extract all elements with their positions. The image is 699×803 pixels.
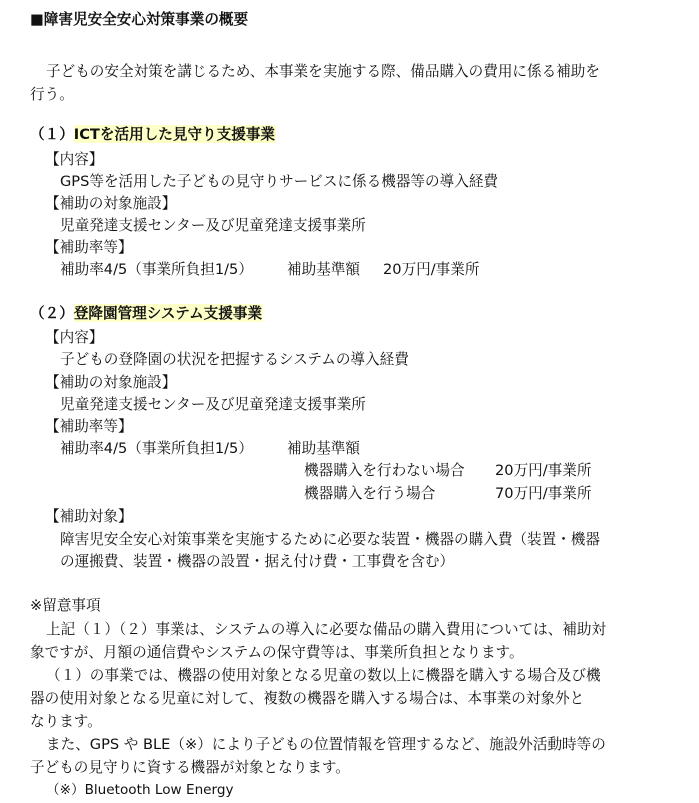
section2-heading — [30, 304, 263, 324]
section2-rate-label: 【補助率等】 — [45, 418, 133, 435]
notes-line-6: また、GPS や BLE（※）により子どもの位置情報を管理するなど、施設外活動時等の — [46, 736, 606, 753]
notes-line-1: 上記（１）（２）事業は、システムの導入に必要な備品の購入費用については、補助対 — [46, 621, 607, 638]
notes-line-2: 象ですが、月額の通信費やシステムの保守費等は、事業所負担となります。 — [30, 644, 524, 661]
notes-title: ※留意事項 — [30, 597, 101, 614]
section1-standard-value: 20万円/事業所 — [383, 261, 480, 278]
section1-rate-label: 【補助率等】 — [45, 239, 133, 256]
section1-facility: 児童発達支援センター及び児童発達支援事業所 — [60, 217, 366, 234]
section2-facility: 児童発達支援センター及び児童発達支援事業所 — [60, 396, 366, 413]
section2-number: （２） — [30, 305, 74, 322]
section2-content-label: 【内容】 — [45, 329, 104, 346]
intro-line-1: 子どもの安全対策を講じるため、本事業を実施する際、備品購入の費用に係る補助を — [46, 63, 600, 80]
section2-target-label: 【補助対象】 — [45, 508, 133, 525]
section1-content-label: 【内容】 — [45, 151, 104, 168]
section1-number: （１） — [30, 126, 74, 143]
section1-title: ICTを活用した見守り支援事業 — [73, 126, 276, 143]
section2-target-line-2: の運搬費、装置・機器の設置・据え付け費・工事費を含む） — [60, 553, 455, 570]
notes-line-5: なります。 — [30, 713, 102, 730]
section2-case1-value: 20万円/事業所 — [495, 462, 592, 479]
section2-standard-label: 補助基準額 — [287, 440, 360, 457]
section1-standard-label: 補助基準額 — [287, 261, 360, 278]
document-title: ■障害児安全安心対策事業の概要 — [30, 11, 249, 28]
section2-content: 子どもの登降園の状況を把握するシステムの導入経費 — [60, 351, 409, 368]
notes-line-3: （１）の事業では、機器の使用対象となる児童の数以上に機器を購入する場合及び機 — [46, 667, 601, 684]
section1-facility-label: 【補助の対象施設】 — [45, 195, 177, 212]
notes-line-4: 器の使用対象となる児童に対して、複数の機器を購入する場合は、本事業の対象外と — [30, 690, 585, 707]
section1-content: GPS等を活用した子どもの見守りサービスに係る機器等の導入経費 — [60, 173, 499, 190]
section1-rate: 補助率4/5（事業所負担1/5） — [60, 261, 253, 278]
intro-line-2: 行う。 — [30, 86, 74, 103]
section2-facility-label: 【補助の対象施設】 — [45, 374, 177, 391]
notes-line-7: 子どもの見守りに資する機器が対象となります。 — [30, 759, 350, 776]
section2-target-line-1: 障害児安全安心対策事業を実施するために必要な装置・機器の購入費（装置・機器 — [60, 531, 600, 548]
section2-title: 登降園管理システム支援事業 — [73, 305, 263, 322]
section2-rate: 補助率4/5（事業所負担1/5） — [60, 440, 253, 457]
notes-footnote: （※）Bluetooth Low Energy — [46, 782, 234, 798]
section2-case1-label: 機器購入を行わない場合 — [304, 462, 465, 479]
section2-case2-value: 70万円/事業所 — [495, 485, 592, 502]
section1-heading — [30, 125, 276, 145]
section2-case2-label: 機器購入を行う場合 — [304, 485, 436, 502]
